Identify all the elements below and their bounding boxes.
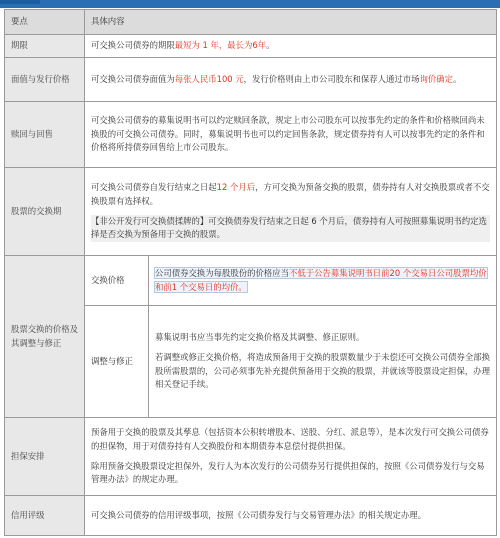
key-points-table (4, 9, 497, 536)
row-value-term: 可交换公司债券的期限最短为 1 年，最长为6年。 (85, 35, 497, 58)
table-row (5, 168, 497, 256)
table-row (5, 58, 497, 102)
table-row (5, 102, 497, 168)
sub-key-adjust: 调整与修正 (85, 306, 149, 418)
row-value-guarantee: 预备用于交换的股票及其孳息（包括资本公积转增股本、送股、分红、派息等），是本次发行可交换公司债券的担保物，用于对债券持有人交换股份和本期债券本息偿付提供担保。 除用预备交换股票设定担保外，发行人为本次发行的公司债券另行提供担保的，按照《公司债券发行与交易管理办法》的规定办理。 (85, 418, 497, 496)
row-value-exchange-period: 可交换公司债券自发行结束之日起12 个月后，方可交换为预备交换的股票，债券持有人对交换股票或者不交换股票有选择权。 【非公开发行可交换债揉牌的】可交换债券发行结束之日起 6 个月后，债券持有人可按照募集说明书约定选择是否交换为预备用于交换的股票。 (85, 168, 497, 256)
row-key-exchange-period: 股票的交换期 (5, 168, 85, 256)
header-content: 具体内容 (85, 10, 497, 35)
table-row (5, 35, 497, 58)
table-row (5, 496, 497, 536)
table-row (5, 418, 497, 496)
table-header-row (5, 10, 497, 35)
row-key-guarantee: 担保安排 (5, 418, 85, 496)
header-bar (0, 0, 500, 8)
row-value-redemption: 可交换公司债券的募集说明书可以约定赎回条款，规定上市公司股东可以按事先约定的条件和价格赎回尚未换股的可交换公司债券。同时，募集说明书也可以约定回售条款，规定债券持有人可以按事先约定的条件和价格将所持债券回售给上市公司股东。 (85, 102, 497, 168)
sub-key-price: 交换价格 (85, 256, 149, 306)
row-key-face-price: 面值与发行价格 (5, 58, 85, 102)
row-value-rating: 可交换公司债券的信用评级事项，按照《公司债券发行与交易管理办法》的相关规定办理。 (85, 496, 497, 536)
row-key-term: 期限 (5, 35, 85, 58)
sub-value-adjust: 募集说明书应当事先约定交换价格及其调整、修正原则。 若调整或修正交换价格，将造成预备用于交换的股票数量少于未偿还可交换公司债券全部换股所需股票的，公司必须事先补充提供预备用于交换的股票，并就该等股票设定担保，办理相关登记手续。 (149, 306, 497, 418)
row-value-face-price: 可交换公司债券面值为每张人民币100 元，发行价格则由上市公司股东和保荐人通过市场询价确定。 (85, 58, 497, 102)
row-key-price-adjust: 股票交换的价格及其调整与修正 (5, 256, 85, 418)
row-key-redemption: 赎回与回售 (5, 102, 85, 168)
row-key-rating: 信用评级 (5, 496, 85, 536)
table-row (5, 256, 497, 306)
sub-value-price: 公司债券交换为每股股份的价格应当不低于公告募集说明书日前20 个交易日公司股票均价和前1 个交易日的均价。 (149, 256, 497, 306)
header-key: 要点 (5, 10, 85, 35)
